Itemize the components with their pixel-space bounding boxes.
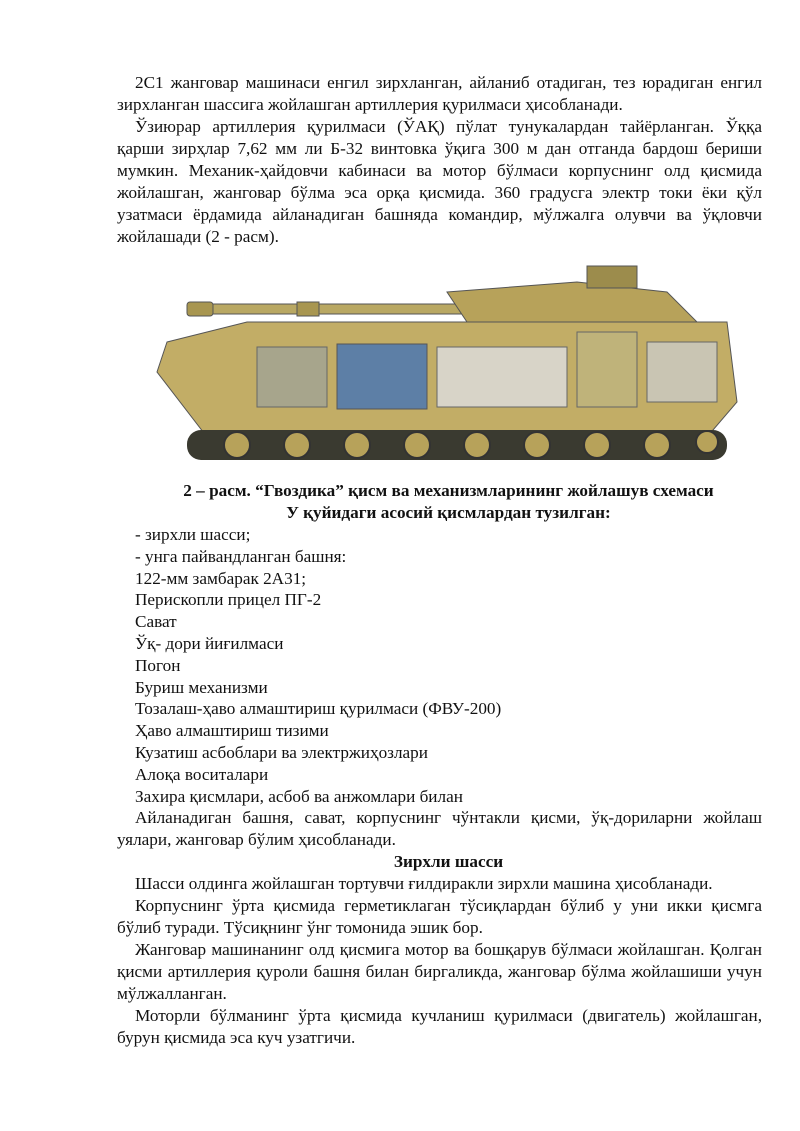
gvozdika-cutaway-illustration <box>147 252 747 480</box>
list-item: Погон <box>135 655 181 675</box>
chassis-paragraph-1: Шасси олдинга жойлашган тортувчи ғилдиракли зирхли машина ҳисобланади. <box>135 874 713 894</box>
chassis-paragraph-4: Моторли бўлманинг ўрта қисмида кучланиш қурилмаси (двигатель) жойлашган, бурун қисмида эса куч узатгичи. <box>117 1006 762 1048</box>
chassis-paragraph-2: Корпуснинг ўрта қисмида герметиклаган тўсиқлардан бўлиб у уни икки қисмга бўлиб туради. Тўсиқнинг ўнг томонида эшик бор. <box>117 896 762 938</box>
list-item: 122-мм замбарак 2А31; <box>135 568 307 588</box>
list-item: Захира қисмлари, асбоб ва анжомлари билан <box>135 786 463 806</box>
figure <box>117 252 762 480</box>
section-title: Зирхли шасси <box>393 852 504 872</box>
figure-caption: 2 – расм. “Гвоздика” қисм ва механизмларининг жойлашув схемаси <box>183 481 714 500</box>
list-item: Алоқа воситалари <box>135 764 269 784</box>
list-item: Ҳаво алмаштириш тизими <box>135 721 329 741</box>
armor-paragraph: Ўзиюрар артиллерия қурилмаси (ЎАҚ) пўлат тунукалардан тайёрланган. Ўққа қарши зирҳлар 7,62 мм ли Б-32 винтовка ўқига 300 м дан отганда бардош бериши мумкин. Механик-ҳайдовчи кабинаси ва мотор бўлмаси корпуснинг олд қисмида жойлашган, жанговар бўлма эса орқа қисмида. 360 градусга электр токи ёки қўл узатмаси ёрдамида айланадиган башняда командир, мўлжалга олувчи ва ўқловчи жойлашади (2 - расм). <box>117 117 762 246</box>
list-item: Сават <box>135 612 177 632</box>
chassis-paragraph-3: Жанговар машинанинг олд қисмига мотор ва бошқарув бўлмаси жойлашган. Қолган қисми артиллерия қуроли башня билан биргаликда, жанговар бўлма жойлашиши учун мўлжалланган. <box>117 940 762 1004</box>
intro-paragraph: 2С1 жанговар машинаси енгил зирхланган, айланиб отадиган, тез юрадиган енгил зирхланган шассига жойлашган артиллерия қурилмаси ҳисобланади. <box>117 73 762 114</box>
list-item: - зирхли шасси; <box>135 525 251 544</box>
components-list <box>117 524 762 807</box>
list-item: Буриш механизми <box>135 677 268 697</box>
list-item: Кузатиш асбоблари ва электржиҳозлари <box>135 742 428 762</box>
list-item: Тозалаш-ҳаво алмаштириш қурилмаси (ФВУ-200) <box>135 699 502 719</box>
list-item: - унга пайвандланган башня: <box>135 546 347 566</box>
list-item: Перископли прицел ПГ-2 <box>135 590 322 610</box>
components-heading: У қуйидаги асосий қисмлардан тузилган: <box>286 503 611 522</box>
combat-compartment-paragraph: Айланадиган башня, сават, корпуснинг чўнтакли қисми, ўқ-дориларни жойлаш уялари, жанговар бўлим ҳисобланади. <box>117 808 762 850</box>
list-item: Ўқ- дори йиғилмаси <box>135 633 284 653</box>
document-page <box>117 72 762 1049</box>
